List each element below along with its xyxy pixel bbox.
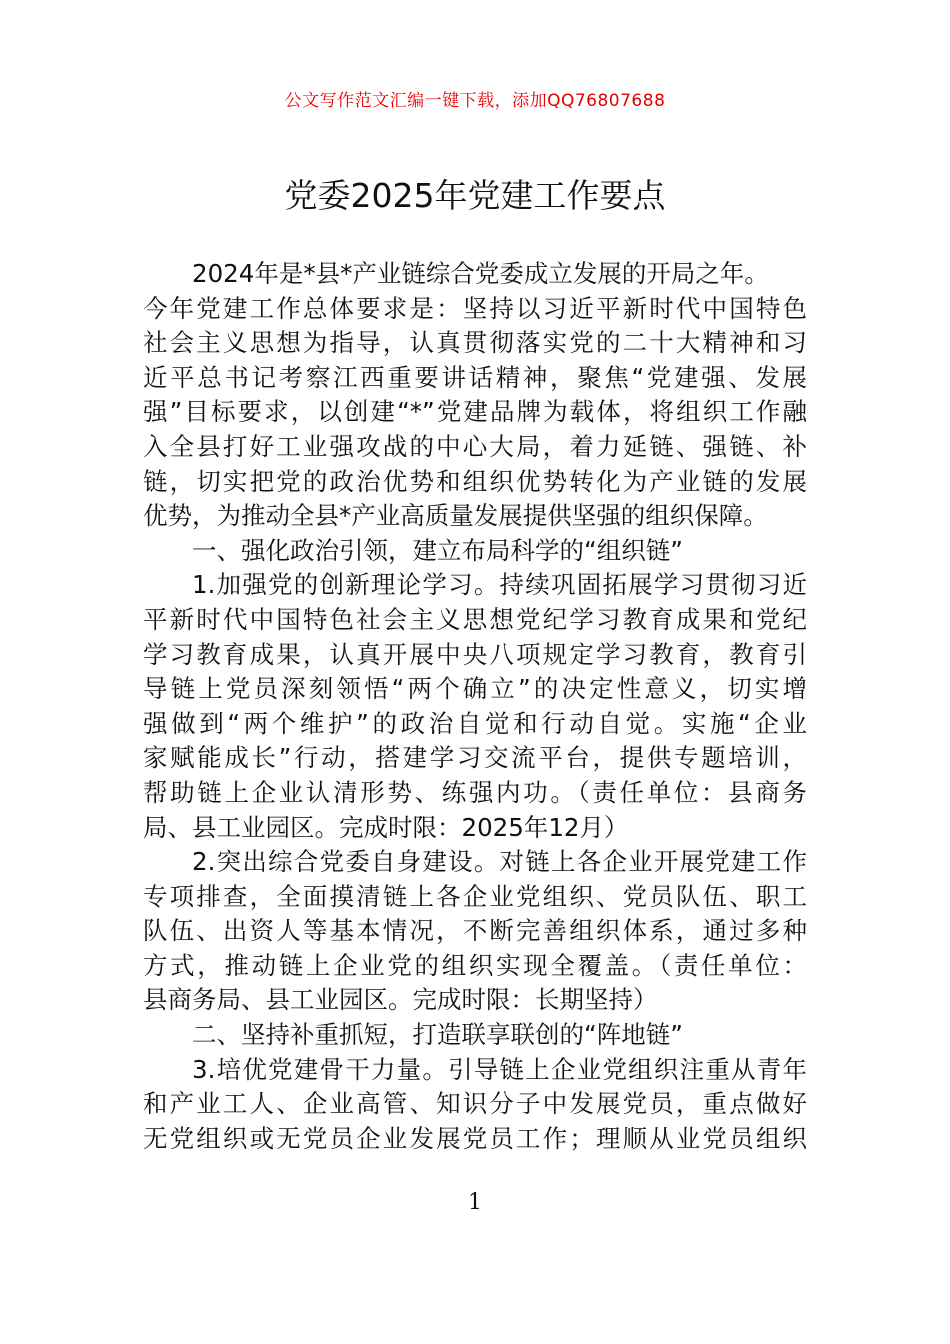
- text-line: 专项排查，全面摸清链上各企业党组织、党员队伍、职工: [143, 881, 807, 911]
- text-line: 队伍、出资人等基本情况，不断完善组织体系，通过多种: [143, 916, 807, 946]
- text-line: 平新时代中国特色社会主义思想党纪学习教育成果和党纪: [143, 604, 807, 634]
- text-line: 近平总书记考察江西重要讲话精神，聚焦“党建强、发展: [143, 362, 807, 392]
- text-line: 2024年是*县*产业链综合党委成立发展的开局之年。: [192, 259, 769, 288]
- text-line: 学习教育成果，认真开展中央八项规定学习教育，教育引: [143, 639, 807, 669]
- text-line: 帮助链上企业认清形势、练强内功。（责任单位：县商务: [143, 777, 807, 807]
- text-line: 县商务局、县工业园区。完成时限：长期坚持）: [143, 985, 658, 1015]
- document-body: [143, 257, 807, 1156]
- section-heading: 一、强化政治引领，建立布局科学的“组织链”: [192, 535, 683, 565]
- text-line: 家赋能成长”行动，搭建学习交流平台，提供专题培训，: [143, 743, 807, 773]
- text-line: 强”目标要求，以创建“*”党建品牌为载体，将组织工作融: [143, 397, 807, 427]
- text-line: 导链上党员深刻领悟“两个确立”的决定性意义，切实增: [143, 674, 807, 704]
- page-number: 1: [468, 1190, 482, 1215]
- text-line: 1.加强党的创新理论学习。持续巩固拓展学习贯彻习近: [192, 570, 807, 600]
- download-banner: 公文写作范文汇编一键下载，添加QQ76807688: [284, 91, 666, 111]
- text-line: 方式，推动链上企业党的组织实现全覆盖。（责任单位：: [143, 950, 807, 980]
- text-line: 强做到“两个维护”的政治自觉和行动自觉。实施“企业: [143, 708, 807, 738]
- document-title: 党委2025年党建工作要点: [284, 176, 666, 215]
- text-line: 链，切实把党的政治优势和组织优势转化为产业链的发展: [143, 466, 807, 496]
- text-line: 无党组织或无党员企业发展党员工作；理顺从业党员组织: [143, 1123, 807, 1153]
- text-line: 3.培优党建骨干力量。引导链上企业党组织注重从青年: [192, 1054, 807, 1084]
- text-line: 入全县打好工业强攻战的中心大局，着力延链、强链、补: [143, 431, 807, 461]
- text-line: 局、县工业园区。完成时限：2025年12月）: [143, 812, 629, 842]
- text-line: 2.突出综合党委自身建设。对链上各企业开展党建工作: [192, 847, 807, 877]
- text-line: 优势，为推动全县*产业高质量发展提供坚强的组织保障。: [143, 501, 768, 531]
- text-line: 社会主义思想为指导，认真贯彻落实党的二十大精神和习: [143, 328, 807, 358]
- section-heading: 二、坚持补重抓短，打造联享联创的“阵地链”: [192, 1020, 683, 1050]
- text-line: 今年党建工作总体要求是：坚持以习近平新时代中国特色: [143, 293, 807, 323]
- text-line: 和产业工人、企业高管、知识分子中发展党员，重点做好: [143, 1089, 807, 1119]
